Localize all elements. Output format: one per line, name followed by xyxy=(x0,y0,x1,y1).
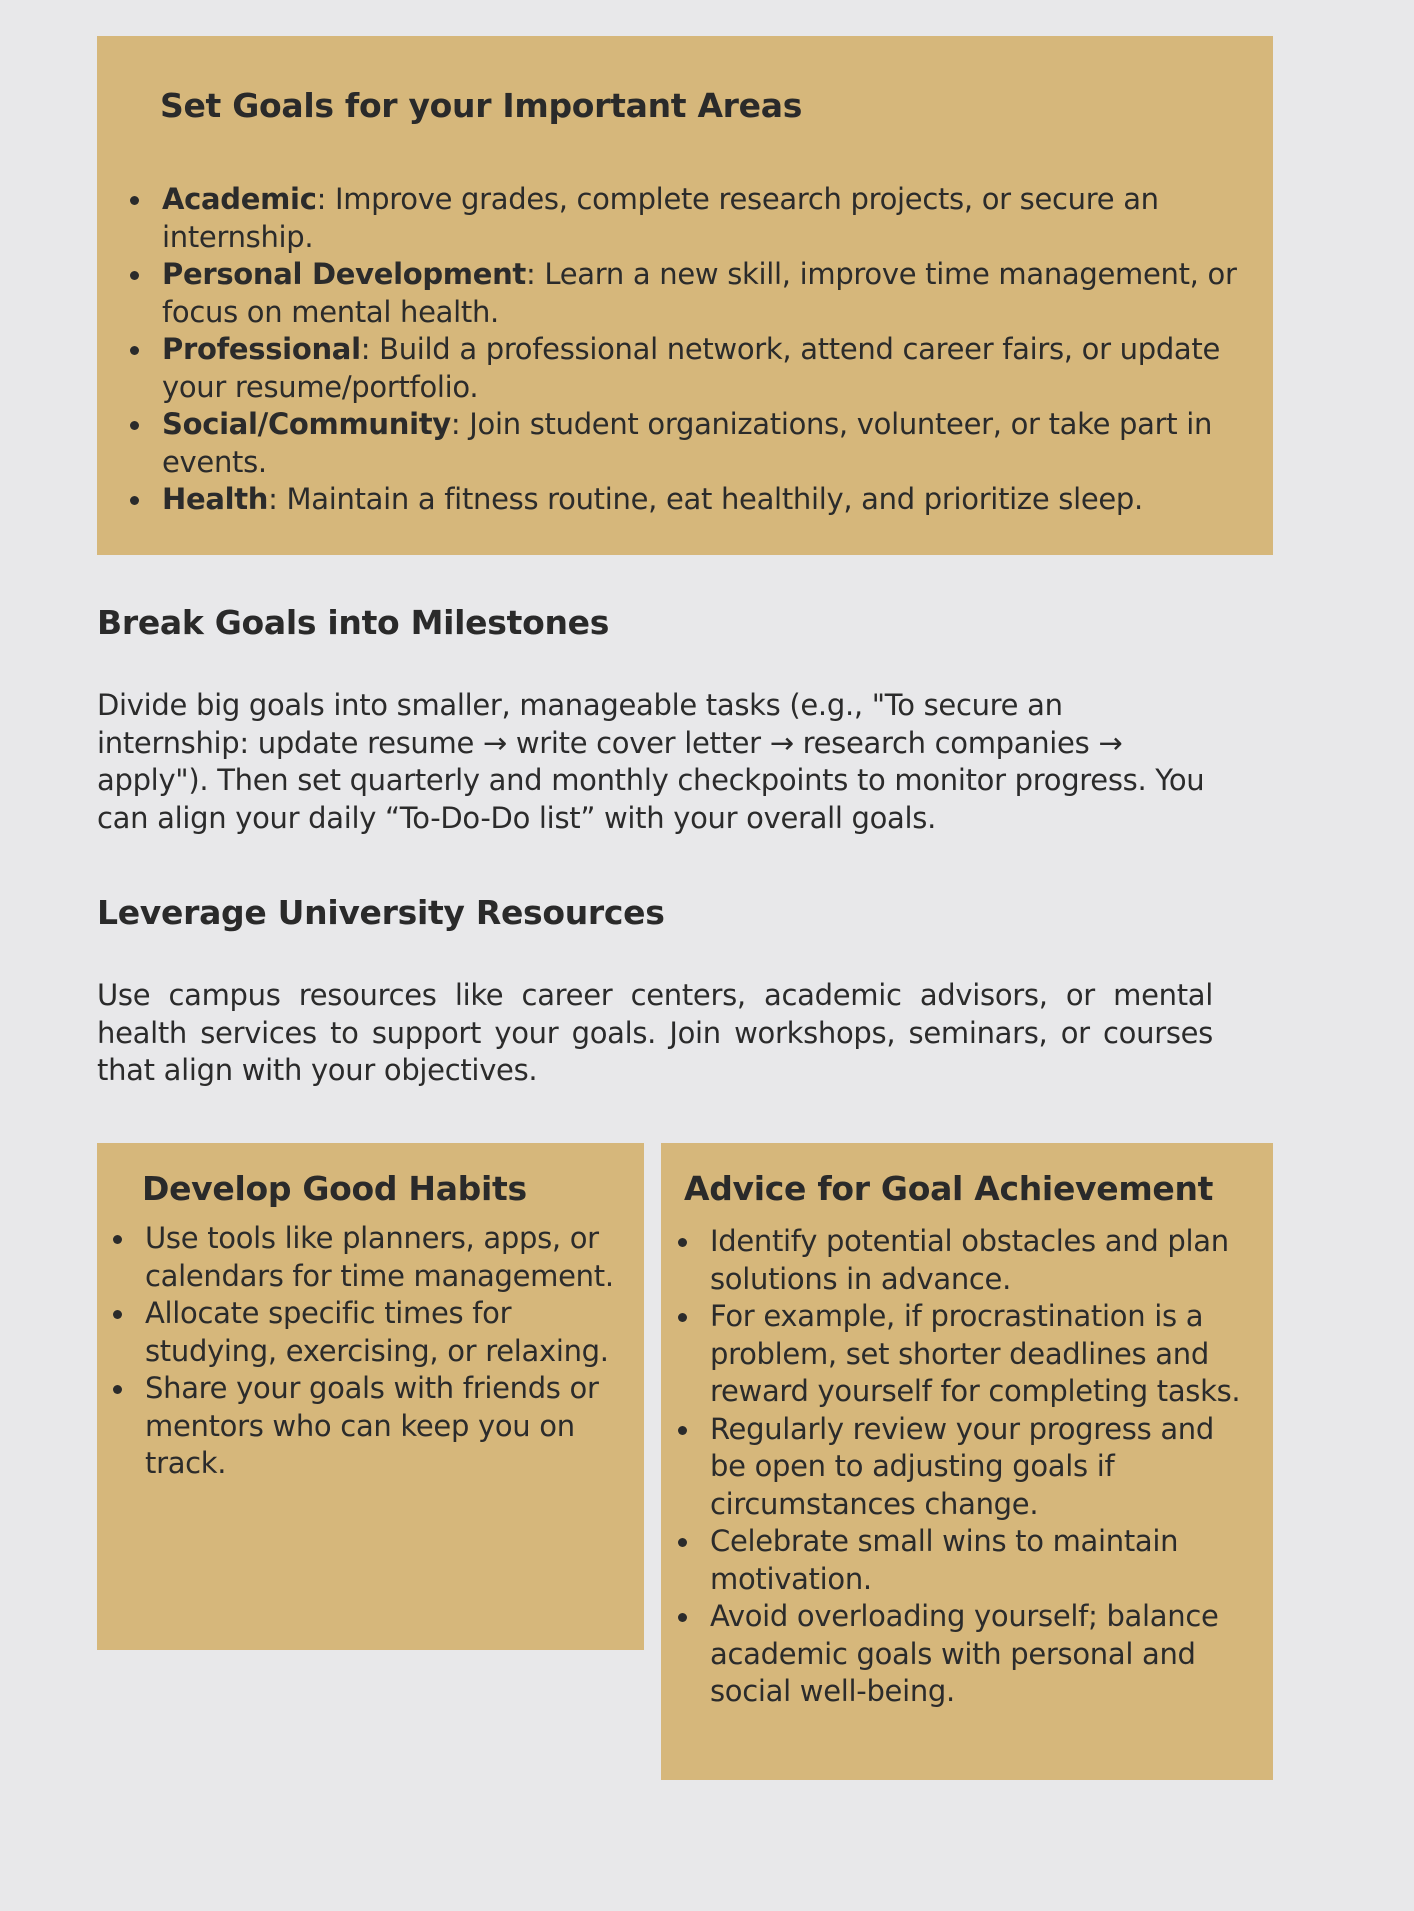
list-item: Celebrate small wins to maintain motivation. xyxy=(710,1523,1255,1598)
milestones-heading: Break Goals into Milestones xyxy=(97,603,610,642)
goal-area-label: Professional xyxy=(162,332,361,366)
habits-card-title: Develop Good Habits xyxy=(142,1169,527,1208)
goal-area-label: Health xyxy=(162,482,269,516)
goal-area-label: Social/Community xyxy=(162,407,451,441)
list-item: For example, if procrastination is a problem, set shorter deadlines and reward yourself for completing tasks. xyxy=(710,1298,1255,1411)
goal-area-text: : Build a professional network, attend career fairs, or update your resume/portfolio. xyxy=(162,332,1221,404)
list-item: Allocate specific times for studying, exercising, or relaxing. xyxy=(145,1295,625,1370)
goal-area-text: : Maintain a fitness routine, eat healthily, and prioritize sleep. xyxy=(268,482,1143,516)
resources-heading: Leverage University Resources xyxy=(97,893,665,932)
resources-paragraph: Use campus resources like career centers, academic advisors, or mental health services to support your goals. Join workshops, seminars, or courses that align with your objectives. xyxy=(97,978,1213,1087)
habits-list xyxy=(145,1220,625,1483)
goals-list xyxy=(162,181,1242,519)
goals-card xyxy=(97,36,1273,555)
list-item: Avoid overloading yourself; balance academic goals with personal and social well-being. xyxy=(710,1598,1255,1711)
goal-area-label: Academic xyxy=(162,182,317,216)
list-item xyxy=(162,256,1242,331)
milestones-paragraph: Divide big goals into smaller, manageable tasks (e.g., "To secure an internship: update resume → write cover letter → research companies → apply"). Then set quarterly and monthly checkpoints to monitor progress. You can align your daily “To-Do-Do list” with your overall goals. xyxy=(97,688,1205,835)
list-item xyxy=(162,481,1242,519)
goal-area-text: : Join student organizations, volunteer, or take part in events. xyxy=(162,407,1213,479)
list-item xyxy=(162,331,1242,406)
advice-card-title: Advice for Goal Achievement xyxy=(684,1169,1214,1208)
goal-area-label: Personal Development xyxy=(162,257,526,291)
list-item: Regularly review your progress and be open to adjusting goals if circumstances change. xyxy=(710,1411,1255,1524)
advice-list xyxy=(710,1223,1255,1711)
goals-card-title: Set Goals for your Important Areas xyxy=(160,86,803,125)
goal-area-text: : Learn a new skill, improve time management, or focus on mental health. xyxy=(162,257,1237,329)
habits-card xyxy=(97,1143,644,1650)
list-item: Use tools like planners, apps, or calendars for time management. xyxy=(145,1220,625,1295)
goal-area-text: : Improve grades, complete research projects, or secure an internship. xyxy=(162,182,1159,254)
advice-card xyxy=(661,1143,1273,1780)
list-item xyxy=(162,181,1242,256)
list-item: Share your goals with friends or mentors who can keep you on track. xyxy=(145,1370,625,1483)
list-item: Identify potential obstacles and plan solutions in advance. xyxy=(710,1223,1255,1298)
list-item xyxy=(162,406,1242,481)
